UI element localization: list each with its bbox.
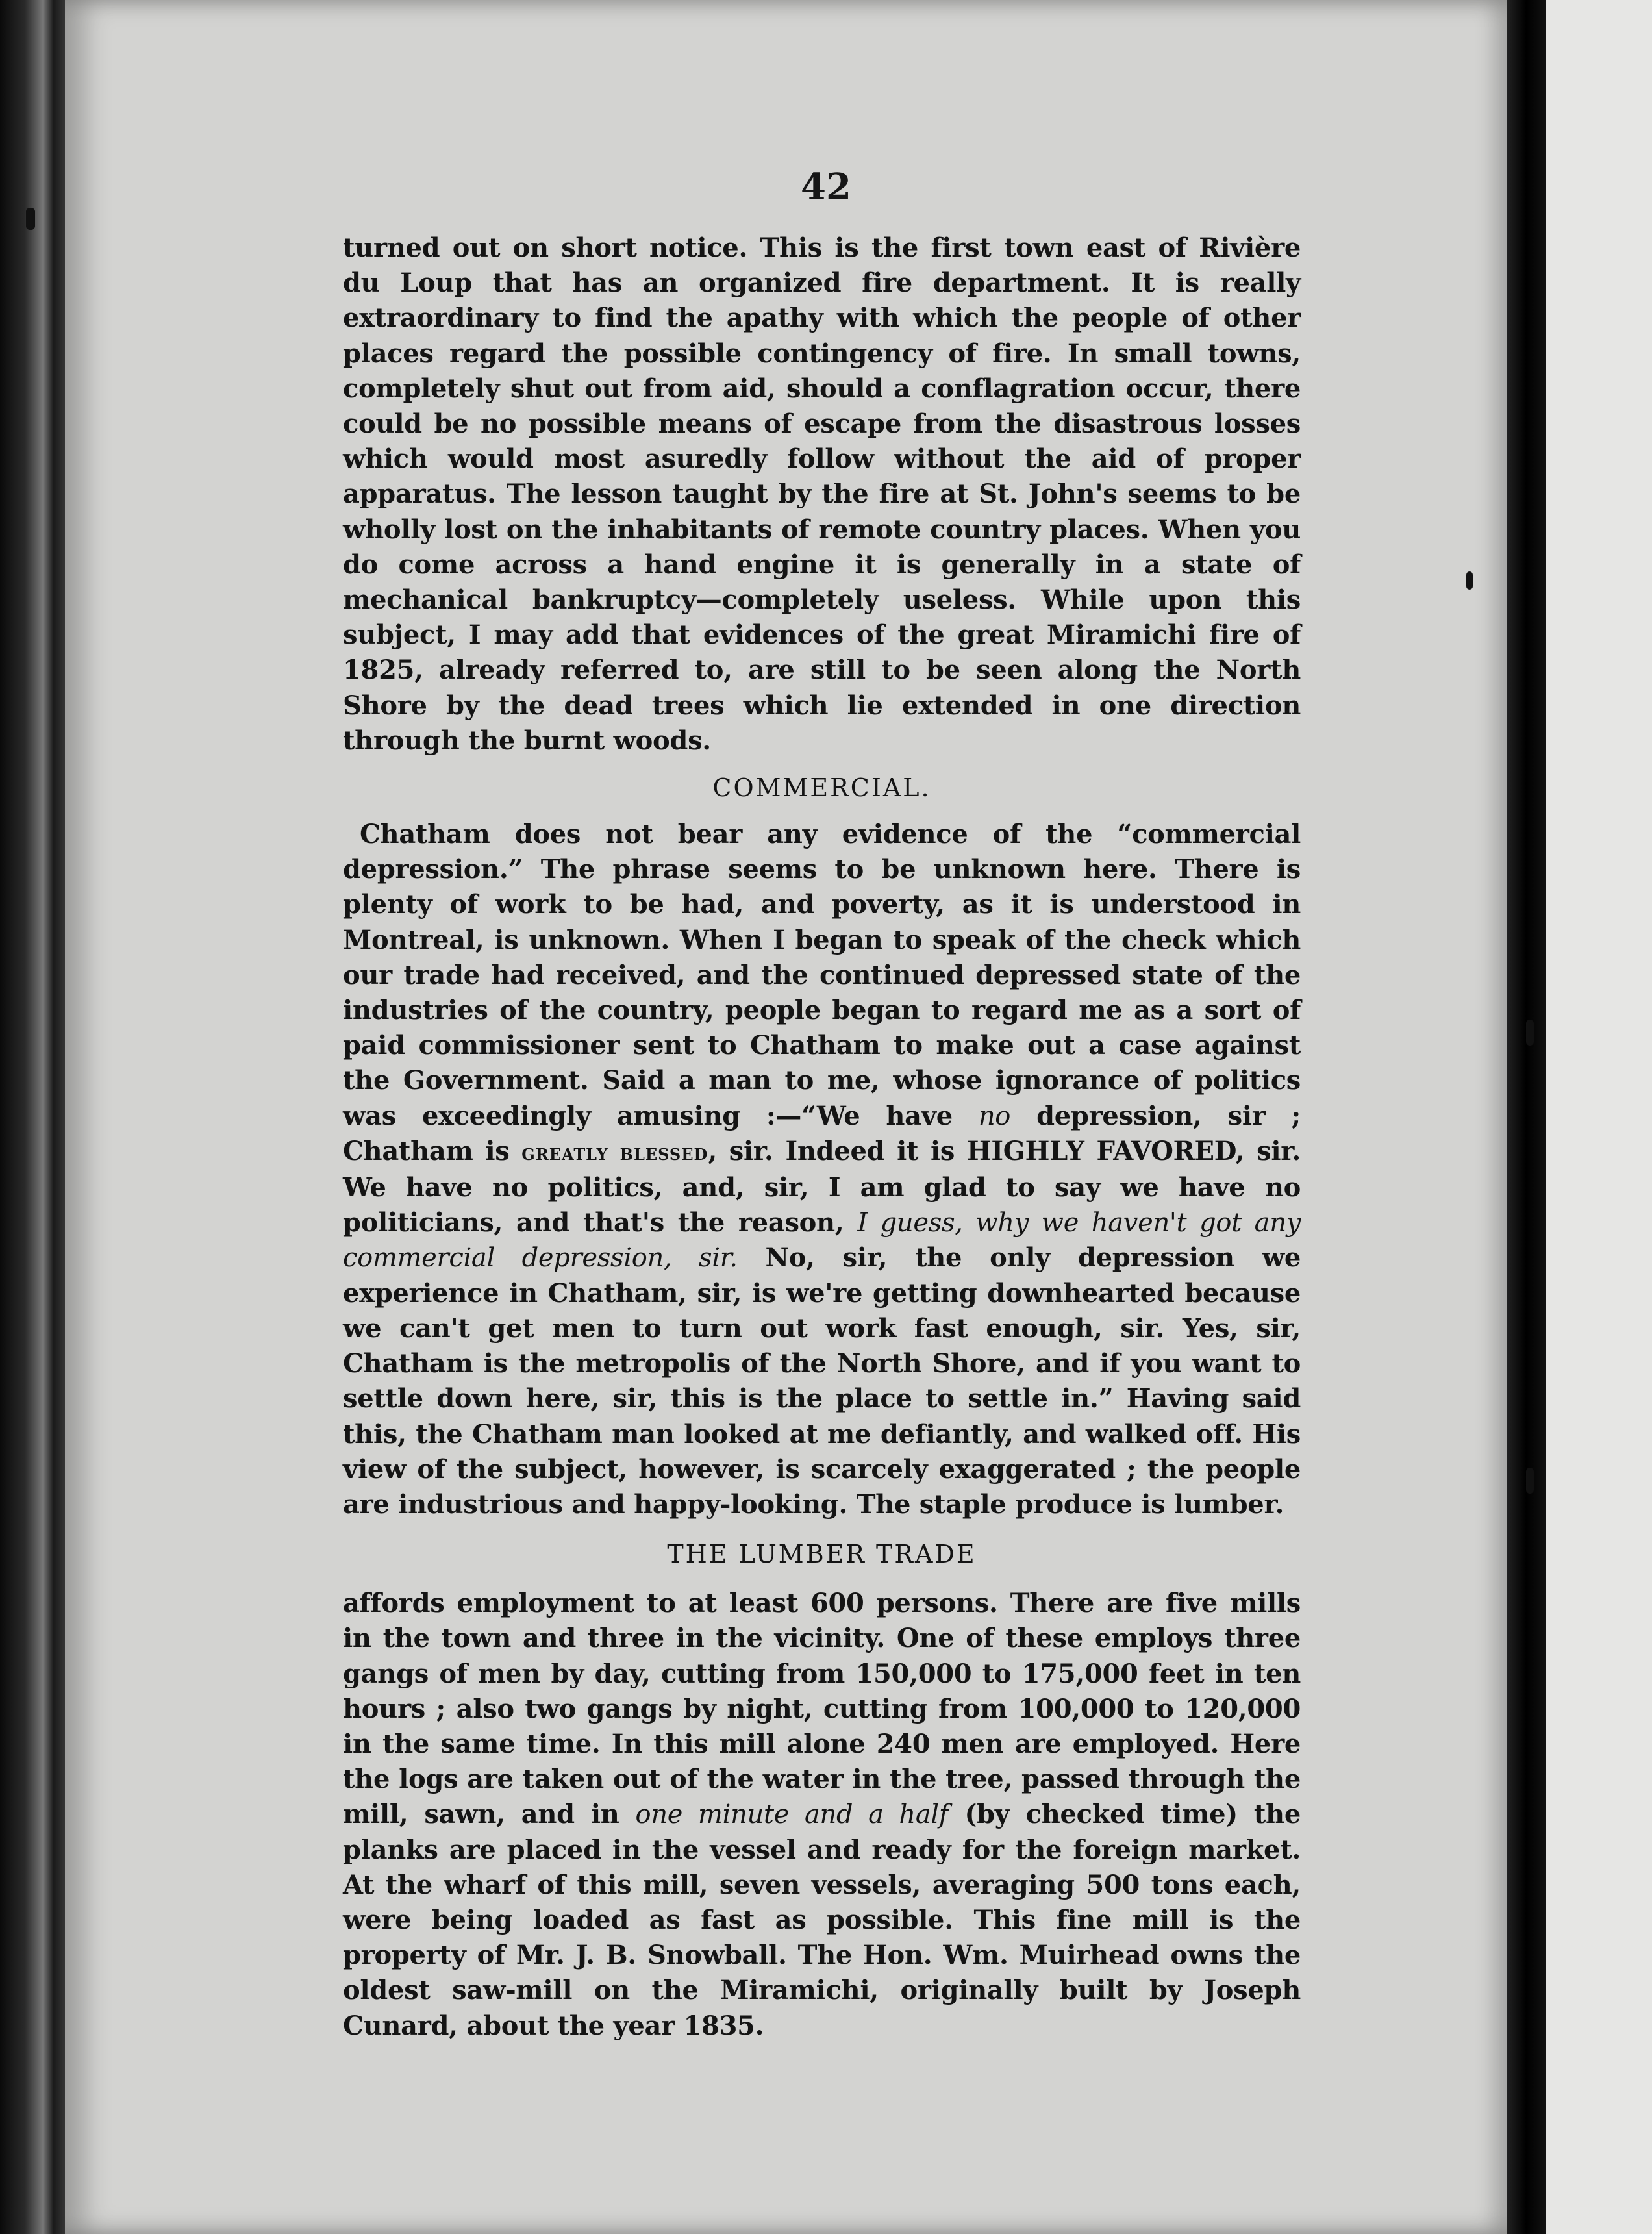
paragraph-commercial (343, 817, 1301, 1522)
margin-ink-mark (26, 208, 35, 230)
text-run: Chatham does not bear any evidence of the “commercial depression.” The phrase seems to be unknown here. There is plenty of work to be had, and poverty, as it is understood in Montreal, is unknown. When I began to speak of the check which our trade had received, and the continued depressed state of the industries of the country, people began to regard me as a sort of paid commissioner sent to Chatham to make out a case against the Government. Said a man to me, whose ignorance of politics was exceedingly amusing :—“We have (343, 819, 1301, 1131)
small-caps-phrase: greatly blessed (521, 1139, 708, 1166)
section-heading-commercial: COMMERCIAL. (712, 773, 931, 803)
text-run: , sir. Indeed it is HIGHLY FAVORED, sir. We have no politics, and, sir, I am glad to say we have no politicians, and that's the reason, (343, 1135, 1301, 1238)
facing-page-edge (1546, 0, 1652, 2234)
text-run: (by checked time) the planks are placed in the vessel and ready for the foreign market. At the wharf of this mill, seven vessels, averaging 500 tons each, were being loaded as fast as possible. This fine mill is the property of Mr. J. B. Snowball. The Hon. Wm. Muirhead owns the oldest saw-mill on the Miramichi, originally built by Joseph Cunard, about the year 1835. (343, 1799, 1301, 2041)
text-run: affords employment to at least 600 persons. There are five mills in the town and three in the vicinity. One of these employs three gangs of men by day, cutting from 150,000 to 175,000 feet in ten hours ; also two gangs by night, cutting from 100,000 to 120,000 in the same time. In this mill alone 240 men are employed. Here the logs are taken out of the water in the tree, passed through the mill, sawn, and in (343, 1588, 1301, 1830)
text-column (343, 231, 1301, 2044)
paragraph-fire-department: turned out on short notice. This is the first town east of Rivière du Loup that has an organized fire department. It is really extraordinary to find the apathy with which the people of other places regard the possible contingency of fire. In small towns, completely shut out from aid, should a conflagration occur, there could be no possible means of escape from the disastrous losses which would most asuredly follow without the aid of proper apparatus. The lesson taught by the fire at St. John's seems to be wholly lost on the inhabitants of remote country places. When you do come across a hand engine it is generally in a state of mechanical bankruptcy—completely useless. While upon this subject, I may add that evidences of the great Miramichi fire of 1825, already referred to, are still to be seen along the North Shore by the dead trees which lie extended in one direction through the burnt woods. (343, 232, 1301, 756)
italic-phrase: one minute and a half (635, 1800, 949, 1830)
text-run: No, sir, the only depression we experience in Chatham, sir, is we're getting downhearted because we can't get men to turn out work fast enough, sir. Yes, sir, Chatham is the metropolis of the North Shore, and if you want to settle down here, sir, this is the place to settle in.” Having said this, the Chatham man looked at me defiantly, and walked off. His view of the subject, however, is scarcely exaggerated ; the people are industrious and happy-looking. The staple produce is lumber. (343, 1242, 1301, 1520)
book-spine-edge (0, 0, 71, 2234)
text-run: depression, sir ; Chatham is (343, 1100, 1301, 1166)
italic-word: no (978, 1101, 1011, 1131)
italic-phrase: I guess, why we haven't got any commercial depression, sir. (343, 1208, 1301, 1274)
section-heading-lumber-trade: THE LUMBER TRADE (667, 1540, 977, 1569)
margin-ink-mark (1526, 1468, 1534, 1494)
page-number: 42 (801, 166, 851, 208)
paragraph-lumber-trade (343, 1586, 1301, 2044)
page-gutter-shadow (1507, 0, 1546, 2234)
margin-ink-mark (1466, 571, 1473, 590)
margin-ink-mark (1526, 1020, 1534, 1046)
